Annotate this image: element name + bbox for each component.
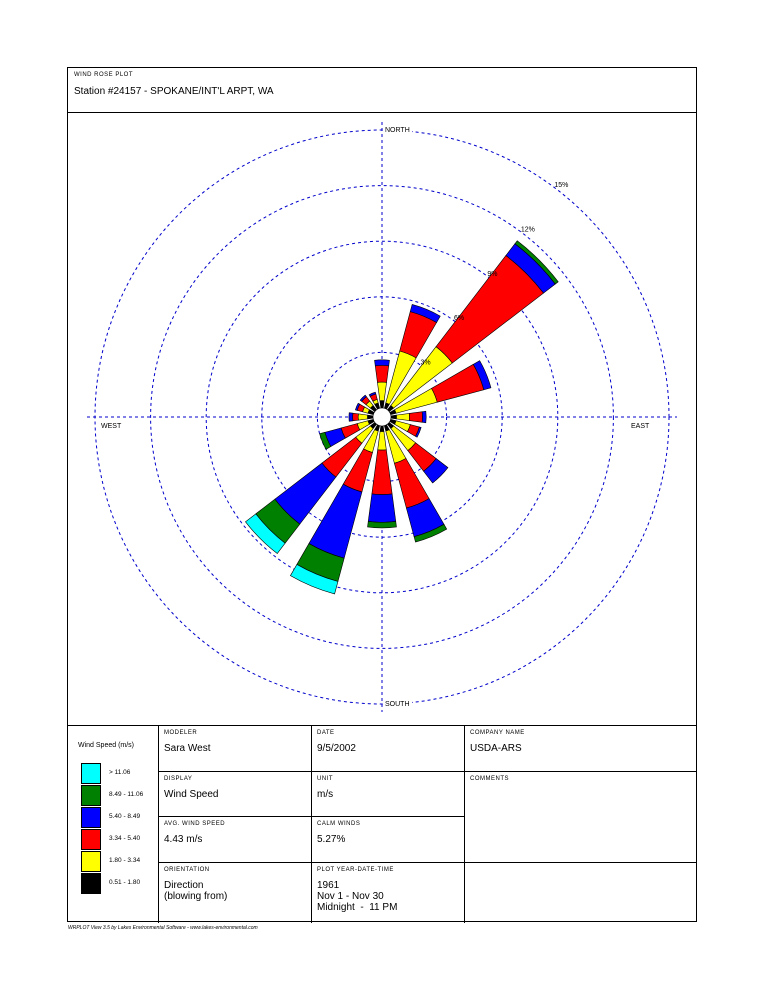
legend-label: 8.49 - 11.06	[109, 791, 144, 798]
legend-label: 0.51 - 1.80	[109, 879, 141, 886]
wind-petal-segment	[368, 521, 397, 527]
calm-winds-label: CALM WINDS	[317, 821, 361, 827]
wind-petal-segment	[380, 401, 384, 408]
compass-label: NORTH	[385, 127, 410, 134]
wind-petal-segment	[358, 414, 367, 420]
legend-swatch	[81, 851, 101, 872]
plot-time-value: 1961 Nov 1 - Nov 30 Midnight - 11 PM	[317, 880, 398, 913]
modeler-value: Sara West	[164, 743, 211, 754]
wind-petal-segment	[372, 450, 392, 495]
blank-cell	[464, 862, 697, 923]
compass-label: WEST	[101, 423, 122, 430]
legend-label: > 11.06	[109, 769, 131, 776]
compass-label: SOUTH	[385, 701, 410, 708]
ring-label: 9%	[487, 270, 498, 278]
wind-petal-segment	[349, 413, 353, 422]
legend-label: 5.40 - 8.49	[109, 813, 141, 820]
display-cell	[158, 771, 311, 816]
wind-petal-segment	[375, 360, 390, 366]
legend-swatch	[81, 763, 101, 784]
ring-label: 3%	[420, 359, 431, 367]
wind-petal-segment	[353, 413, 359, 421]
legend-label: 3.34 - 5.40	[109, 835, 141, 842]
orientation-label: ORIENTATION	[164, 867, 210, 873]
plot-time-label: PLOT YEAR-DATE-TIME	[317, 867, 394, 873]
company-value: USDA-ARS	[470, 743, 522, 754]
legend-label: 1.80 - 3.34	[109, 857, 141, 864]
software-credit: WRPLOT View 3.5 by Lakes Environmental Software - www.lakes-environmental.com	[68, 925, 258, 931]
wind-petal-segment	[391, 415, 397, 419]
wind-petal-segment	[368, 494, 396, 522]
legend	[68, 726, 158, 922]
compass-label: EAST	[631, 423, 650, 430]
plot-time-cell	[311, 862, 464, 923]
unit-label: UNIT	[317, 776, 333, 782]
legend-title: Wind Speed (m/s)	[78, 742, 135, 749]
avg-speed-label: AVG. WIND SPEED	[164, 821, 226, 827]
plot-type-label: WIND ROSE PLOT	[74, 72, 134, 78]
legend-swatch	[81, 873, 101, 894]
company-label: COMPANY NAME	[470, 730, 525, 736]
wind-petal-segment	[380, 426, 384, 432]
wind-petal-segment	[396, 413, 409, 420]
calm-winds-value: 5.27%	[317, 834, 346, 845]
calm-winds-cell	[311, 816, 464, 862]
wind-petal-segment	[378, 431, 387, 450]
avg-speed-cell	[158, 816, 311, 862]
legend-swatch	[81, 807, 101, 828]
ring-label: 15%	[554, 181, 569, 189]
wind-petal-segment	[367, 415, 373, 419]
wind-petal-segment	[377, 382, 386, 401]
orientation-value: Direction (blowing from)	[164, 880, 228, 902]
wind-petal-segment	[422, 411, 426, 423]
legend-swatch	[81, 785, 101, 806]
orientation-cell	[158, 862, 311, 923]
unit-cell	[311, 771, 464, 816]
plot-frame	[67, 67, 697, 922]
comments-cell	[464, 771, 697, 862]
wind-petal-segment	[375, 365, 388, 382]
display-label: DISPLAY	[164, 776, 193, 782]
wind-petal-segment	[409, 412, 422, 423]
company-cell	[464, 725, 697, 771]
date-value: 9/5/2002	[317, 743, 356, 754]
modeler-cell	[158, 725, 311, 771]
wind-rose-chart	[68, 113, 696, 725]
calm-center-circle	[373, 408, 391, 426]
station-title: Station #24157 - SPOKANE/INT'L ARPT, WA	[74, 86, 274, 97]
modeler-label: MODELER	[164, 730, 198, 736]
info-panel	[68, 725, 696, 922]
ring-label: 12%	[520, 226, 535, 234]
unit-value: m/s	[317, 789, 334, 800]
legend-swatch	[81, 829, 101, 850]
date-label: DATE	[317, 730, 335, 736]
plot-header	[68, 68, 696, 113]
avg-speed-value: 4.43 m/s	[164, 834, 203, 845]
comments-label: COMMENTS	[470, 776, 509, 782]
display-value: Wind Speed	[164, 789, 219, 800]
ring-label: 6%	[453, 315, 465, 323]
date-cell	[311, 725, 464, 771]
